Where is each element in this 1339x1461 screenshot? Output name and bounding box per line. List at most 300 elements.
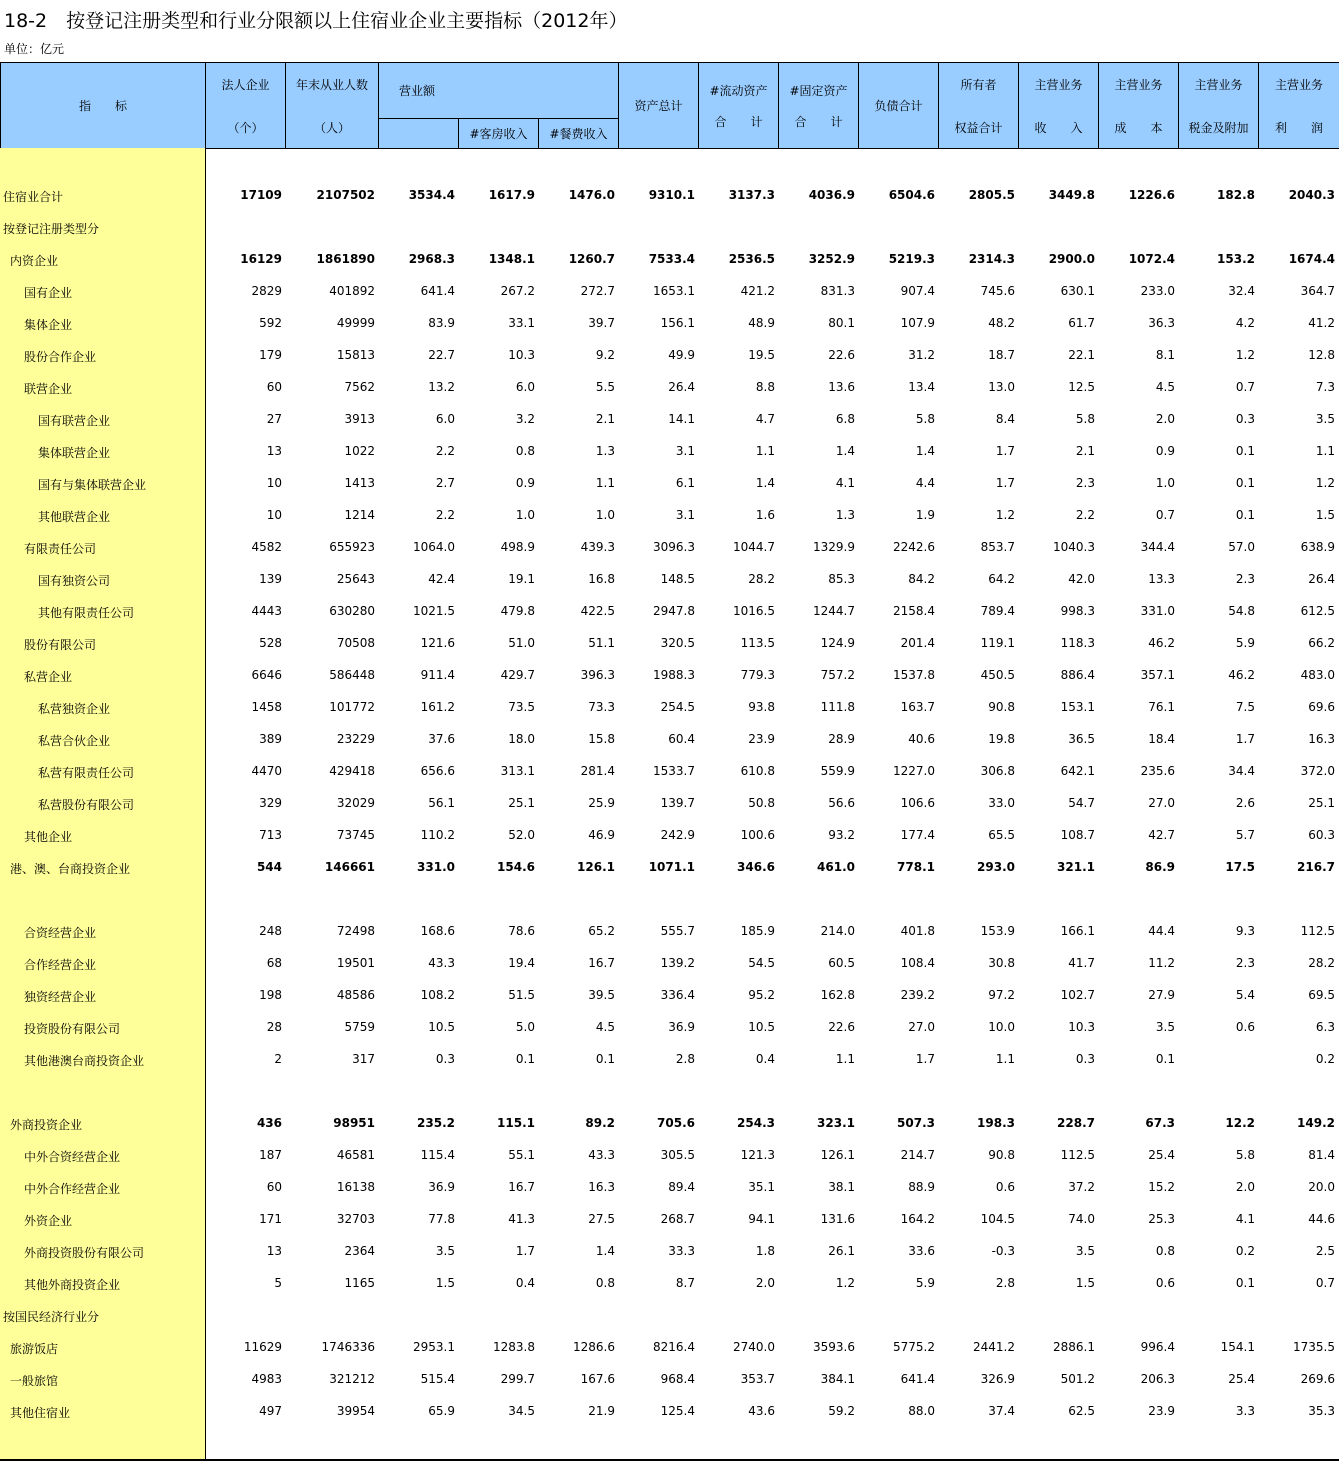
cell-value: 19.4 — [508, 956, 535, 970]
header-food-income: #餐费收入 — [539, 119, 619, 149]
row-label: 国有独资公司 — [38, 574, 111, 588]
header-main-income: 主营业务 收 入 — [1019, 63, 1099, 149]
cell-value: 48586 — [336, 988, 375, 1002]
cell-value: 18.0 — [508, 732, 535, 746]
cell-value: 320.5 — [660, 636, 695, 650]
cell-value: 2886.1 — [1053, 1340, 1095, 1354]
cell-value: 25.9 — [588, 796, 615, 810]
cell-value: 187 — [259, 1148, 282, 1162]
cell-value: 3534.4 — [408, 188, 455, 202]
cell-value: 23.9 — [1148, 1404, 1175, 1418]
cell-value: 907.4 — [900, 284, 935, 298]
cell-value: 429418 — [329, 764, 375, 778]
header-legal-entities: 法人企业 （个） — [206, 63, 286, 149]
cell-value: 214.7 — [900, 1148, 935, 1162]
table-row — [0, 1012, 1339, 1044]
cell-value: 1.3 — [835, 508, 855, 522]
cell-value: 357.1 — [1140, 668, 1175, 682]
cell-value: 436 — [256, 1116, 282, 1130]
cell-value: 185.9 — [740, 924, 775, 938]
cell-value: 77.8 — [428, 1212, 455, 1226]
cell-value: 156.1 — [660, 316, 695, 330]
cell-value: 235.6 — [1140, 764, 1175, 778]
cell-value: 0.3 — [1235, 412, 1255, 426]
table-row — [0, 212, 1339, 244]
cell-value: 50.8 — [748, 796, 775, 810]
header-employees: 年末从业人数 （人） — [286, 63, 379, 149]
table-row — [0, 276, 1339, 308]
cell-value: 148.5 — [660, 572, 695, 586]
cell-value: 422.5 — [580, 604, 615, 618]
cell-value: 630280 — [329, 604, 375, 618]
row-label: 私营企业 — [24, 670, 73, 684]
cell-value: 610.8 — [740, 764, 775, 778]
cell-value: 0.1 — [1155, 1052, 1175, 1066]
cell-value: 46581 — [336, 1148, 375, 1162]
cell-value: 544 — [256, 860, 282, 874]
cell-value: 139.2 — [660, 956, 695, 970]
cell-value: 51.0 — [508, 636, 535, 650]
cell-value: 1.1 — [595, 476, 615, 490]
cell-value: 789.4 — [980, 604, 1015, 618]
cell-value: 93.2 — [828, 828, 855, 842]
cell-value: 60.3 — [1308, 828, 1335, 842]
cell-value: 2314.3 — [968, 252, 1015, 266]
cell-value: 5.8 — [1075, 412, 1095, 426]
cell-value: 2.6 — [1235, 796, 1255, 810]
cell-value: 630.1 — [1060, 284, 1095, 298]
cell-value: 0.6 — [1155, 1276, 1175, 1290]
cell-value: 56.6 — [828, 796, 855, 810]
row-label: 住宿业合计 — [3, 190, 64, 204]
cell-value: 153.9 — [980, 924, 1015, 938]
cell-value: 16138 — [336, 1180, 375, 1194]
cell-value: 3.2 — [515, 412, 535, 426]
cell-value: 779.3 — [740, 668, 775, 682]
cell-value: 4.7 — [755, 412, 775, 426]
cell-value: 886.4 — [1060, 668, 1095, 682]
cell-value: 7562 — [344, 380, 375, 394]
cell-value: 9.3 — [1235, 924, 1255, 938]
cell-value: 313.1 — [500, 764, 535, 778]
cell-value: 43.6 — [748, 1404, 775, 1418]
cell-value: 2.8 — [675, 1052, 695, 1066]
cell-value: 16.8 — [588, 572, 615, 586]
cell-value: 126.1 — [577, 860, 615, 874]
cell-value: 13.4 — [908, 380, 935, 394]
header-current-assets: #流动资产 合 计 — [699, 63, 779, 149]
cell-value: 0.8 — [1155, 1244, 1175, 1258]
cell-value: 101772 — [329, 700, 375, 714]
cell-value: 0.1 — [1235, 476, 1255, 490]
cell-value: 153.1 — [1060, 700, 1095, 714]
header-liabilities: 负债合计 — [859, 63, 939, 149]
cell-value: 3252.9 — [808, 252, 855, 266]
cell-value: 90.8 — [988, 1148, 1015, 1162]
cell-value: 384.1 — [820, 1372, 855, 1386]
cell-value: 2441.2 — [973, 1340, 1015, 1354]
cell-value: 19501 — [336, 956, 375, 970]
cell-value: 35.3 — [1308, 1404, 1335, 1418]
cell-value: 1.1 — [1315, 444, 1335, 458]
page-title: 18-2 按登记注册类型和行业分限额以上住宿业企业主要指标（2012年） — [4, 10, 628, 32]
table-row — [0, 788, 1339, 820]
cell-value: 54.7 — [1068, 796, 1095, 810]
cell-value: 299.7 — [500, 1372, 535, 1386]
cell-value: 655923 — [329, 540, 375, 554]
cell-value: 54.5 — [748, 956, 775, 970]
cell-value: 66.2 — [1308, 636, 1335, 650]
cell-value: 34.4 — [1228, 764, 1255, 778]
cell-value: 5.8 — [915, 412, 935, 426]
cell-value: 88.0 — [908, 1404, 935, 1418]
cell-value: 2.7 — [435, 476, 455, 490]
cell-value: 6.0 — [515, 380, 535, 394]
cell-value: 0.4 — [755, 1052, 775, 1066]
cell-value: 41.2 — [1308, 316, 1335, 330]
cell-value: 69.6 — [1308, 700, 1335, 714]
cell-value: 74.0 — [1068, 1212, 1095, 1226]
cell-value: 235.2 — [417, 1116, 455, 1130]
cell-value: 154.1 — [1220, 1340, 1255, 1354]
cell-value: 108.2 — [420, 988, 455, 1002]
cell-value: 996.4 — [1140, 1340, 1175, 1354]
cell-value: 65.9 — [428, 1404, 455, 1418]
cell-value: 198.3 — [977, 1116, 1015, 1130]
table-row — [0, 468, 1339, 500]
cell-value: 55.1 — [508, 1148, 535, 1162]
cell-value: 28.2 — [1308, 956, 1335, 970]
cell-value: 331.0 — [417, 860, 455, 874]
cell-value: 42.7 — [1148, 828, 1175, 842]
cell-value: 153.2 — [1217, 252, 1255, 266]
cell-value: 353.7 — [740, 1372, 775, 1386]
cell-value: 81.4 — [1308, 1148, 1335, 1162]
cell-value: 41.7 — [1068, 956, 1095, 970]
table-row — [0, 884, 1339, 916]
row-label: 私营有限责任公司 — [38, 766, 135, 780]
cell-value: 5.7 — [1235, 828, 1255, 842]
cell-value: 1.9 — [915, 508, 935, 522]
table-row — [0, 180, 1339, 212]
cell-value: 110.2 — [420, 828, 455, 842]
table-header — [0, 62, 1339, 148]
cell-value: 0.1 — [1235, 1276, 1255, 1290]
row-label: 投资股份有限公司 — [24, 1022, 121, 1036]
cell-value: 1.2 — [835, 1276, 855, 1290]
cell-value: 125.4 — [660, 1404, 695, 1418]
cell-value: 89.4 — [668, 1180, 695, 1194]
cell-value: 95.2 — [748, 988, 775, 1002]
cell-value: 329 — [259, 796, 282, 810]
cell-value: 1348.1 — [488, 252, 535, 266]
cell-value: 3913 — [344, 412, 375, 426]
cell-value: 248 — [259, 924, 282, 938]
row-label: 旅游饭店 — [10, 1342, 59, 1356]
cell-value: 0.3 — [435, 1052, 455, 1066]
cell-value: 429.7 — [500, 668, 535, 682]
cell-value: 22.6 — [828, 1020, 855, 1034]
cell-value: 1617.9 — [488, 188, 535, 202]
cell-value: 1.7 — [515, 1244, 535, 1258]
cell-value: 57.0 — [1228, 540, 1255, 554]
table-row — [0, 820, 1339, 852]
cell-value: 48.9 — [748, 316, 775, 330]
cell-value: 33.3 — [668, 1244, 695, 1258]
cell-value: 364.7 — [1300, 284, 1335, 298]
cell-value: 1227.0 — [893, 764, 935, 778]
cell-value: 254.5 — [660, 700, 695, 714]
cell-value: 1329.9 — [813, 540, 855, 554]
cell-value: 1735.5 — [1293, 1340, 1335, 1354]
cell-value: 100.6 — [740, 828, 775, 842]
cell-value: 3.1 — [675, 508, 695, 522]
cell-value: 112.5 — [1060, 1148, 1095, 1162]
cell-value: 119.1 — [980, 636, 1015, 650]
cell-value: 1.7 — [995, 444, 1015, 458]
cell-value: 5 — [274, 1276, 282, 1290]
cell-value: 139 — [259, 572, 282, 586]
cell-value: 254.3 — [737, 1116, 775, 1130]
cell-value: 2.8 — [995, 1276, 1015, 1290]
cell-value: 592 — [259, 316, 282, 330]
cell-value: 853.7 — [980, 540, 1015, 554]
table-row — [0, 1332, 1339, 1364]
cell-value: 33.1 — [508, 316, 535, 330]
cell-value: 33.6 — [908, 1244, 935, 1258]
cell-value: 4.1 — [1235, 1212, 1255, 1226]
cell-value: 656.6 — [420, 764, 455, 778]
cell-value: 5.8 — [1235, 1148, 1255, 1162]
cell-value: 214.0 — [820, 924, 855, 938]
cell-value: 968.4 — [660, 1372, 695, 1386]
cell-value: 1244.7 — [813, 604, 855, 618]
cell-value: 13 — [266, 1244, 282, 1258]
cell-value: 0.1 — [1235, 508, 1255, 522]
cell-value: 2.2 — [435, 444, 455, 458]
cell-value: 113.5 — [740, 636, 775, 650]
cell-value: 3.5 — [1315, 412, 1335, 426]
cell-value: 0.9 — [515, 476, 535, 490]
cell-value: 139.7 — [660, 796, 695, 810]
cell-value: 1861890 — [316, 252, 375, 266]
row-label: 国有企业 — [24, 286, 73, 300]
cell-value: 3.5 — [1155, 1020, 1175, 1034]
cell-value: 1.4 — [755, 476, 775, 490]
cell-value: 13 — [266, 444, 282, 458]
cell-value: 93.8 — [748, 700, 775, 714]
cell-value: 23.9 — [748, 732, 775, 746]
cell-value: 3.3 — [1235, 1404, 1255, 1418]
cell-value: 0.2 — [1235, 1244, 1255, 1258]
cell-value: 1260.7 — [568, 252, 615, 266]
cell-value: 0.1 — [1235, 444, 1255, 458]
cell-value: 228.7 — [1057, 1116, 1095, 1130]
cell-value: 31.2 — [908, 348, 935, 362]
cell-value: 60 — [266, 1180, 282, 1194]
cell-value: 638.9 — [1300, 540, 1335, 554]
row-label: 外商投资企业 — [10, 1118, 83, 1132]
cell-value: 124.9 — [820, 636, 855, 650]
cell-value: 102.7 — [1060, 988, 1095, 1002]
cell-value: 3096.3 — [653, 540, 695, 554]
table-row — [0, 1236, 1339, 1268]
table-row — [0, 372, 1339, 404]
cell-value: 49.9 — [668, 348, 695, 362]
cell-value: 36.3 — [1148, 316, 1175, 330]
cell-value: 10.5 — [428, 1020, 455, 1034]
header-revenue: 营业额 — [379, 63, 619, 119]
table-row — [0, 1172, 1339, 1204]
cell-value: 9310.1 — [648, 188, 695, 202]
cell-value: 88.9 — [908, 1180, 935, 1194]
cell-value: 2242.6 — [893, 540, 935, 554]
cell-value: 76.1 — [1148, 700, 1175, 714]
cell-value: 179 — [259, 348, 282, 362]
cell-value: 2.0 — [1235, 1180, 1255, 1194]
cell-value: 5759 — [344, 1020, 375, 1034]
cell-value: 1286.6 — [573, 1340, 615, 1354]
cell-value: 1214 — [344, 508, 375, 522]
table-row — [0, 1364, 1339, 1396]
cell-value: 19.1 — [508, 572, 535, 586]
cell-value: 35.1 — [748, 1180, 775, 1194]
cell-value: 4.1 — [835, 476, 855, 490]
row-label: 按国民经济行业分 — [3, 1310, 100, 1324]
table-body — [0, 148, 1339, 1461]
cell-value: 36.5 — [1068, 732, 1095, 746]
cell-value: 281.4 — [580, 764, 615, 778]
cell-value: 5.9 — [1235, 636, 1255, 650]
cell-value: 162.8 — [820, 988, 855, 1002]
cell-value: 1674.4 — [1288, 252, 1335, 266]
table-row — [0, 1076, 1339, 1108]
cell-value: 60.5 — [828, 956, 855, 970]
cell-value: 421.2 — [740, 284, 775, 298]
row-label: 联营企业 — [24, 382, 73, 396]
cell-value: 641.4 — [900, 1372, 935, 1386]
cell-value: 0.3 — [1075, 1052, 1095, 1066]
table-row — [0, 1300, 1339, 1332]
cell-value: 1.1 — [755, 444, 775, 458]
cell-value: 15.8 — [588, 732, 615, 746]
cell-value: 39954 — [336, 1404, 375, 1418]
cell-value: 6646 — [251, 668, 282, 682]
cell-value: 1.0 — [515, 508, 535, 522]
cell-value: 15.2 — [1148, 1180, 1175, 1194]
cell-value: 198 — [259, 988, 282, 1002]
cell-value: 67.3 — [1145, 1116, 1175, 1130]
row-label: 外商投资股份有限公司 — [24, 1246, 145, 1260]
cell-value: 2829 — [251, 284, 282, 298]
cell-value: 612.5 — [1300, 604, 1335, 618]
cell-value: 22.7 — [428, 348, 455, 362]
cell-value: 56.1 — [428, 796, 455, 810]
cell-value: 4.5 — [595, 1020, 615, 1034]
header-room-income: #客房收入 — [459, 119, 539, 149]
row-label: 外资企业 — [24, 1214, 73, 1228]
table-row — [0, 980, 1339, 1012]
row-label: 其他联营企业 — [38, 510, 111, 524]
cell-value: 25.1 — [508, 796, 535, 810]
cell-value: 2107502 — [316, 188, 375, 202]
header-main-tax: 主营业务 税金及附加 — [1179, 63, 1259, 149]
cell-value: 2364 — [344, 1244, 375, 1258]
cell-value: 18.4 — [1148, 732, 1175, 746]
table-row — [0, 532, 1339, 564]
cell-value: 326.9 — [980, 1372, 1015, 1386]
cell-value: 1040.3 — [1053, 540, 1095, 554]
cell-value: 28.2 — [748, 572, 775, 586]
cell-value: 6.1 — [675, 476, 695, 490]
cell-value: 39.5 — [588, 988, 615, 1002]
cell-value: 4470 — [251, 764, 282, 778]
table-row — [0, 628, 1339, 660]
cell-value: 33.0 — [988, 796, 1015, 810]
cell-value: 61.7 — [1068, 316, 1095, 330]
cell-value: 7.3 — [1315, 380, 1335, 394]
row-label: 有限责任公司 — [24, 542, 97, 556]
cell-value: 1746336 — [321, 1340, 375, 1354]
cell-value: 8.1 — [1155, 348, 1175, 362]
cell-value: 501.2 — [1060, 1372, 1095, 1386]
header-owners-equity: 所有者 权益合计 — [939, 63, 1019, 149]
row-label: 合资经营企业 — [24, 926, 97, 940]
header-indicator: 指 标 — [1, 63, 206, 149]
cell-value: 13.3 — [1148, 572, 1175, 586]
cell-value: 305.5 — [660, 1148, 695, 1162]
cell-value: 13.2 — [428, 380, 455, 394]
cell-value: 78.6 — [508, 924, 535, 938]
table-row — [0, 660, 1339, 692]
cell-value: 2805.5 — [968, 188, 1015, 202]
row-label: 国有联营企业 — [38, 414, 111, 428]
cell-value: 4.5 — [1155, 380, 1175, 394]
cell-value: 515.4 — [420, 1372, 455, 1386]
row-label: 其他外商投资企业 — [24, 1278, 121, 1292]
cell-value: 27.9 — [1148, 988, 1175, 1002]
cell-value: 293.0 — [977, 860, 1015, 874]
cell-value: 269.6 — [1300, 1372, 1335, 1386]
cell-value: 10 — [266, 476, 282, 490]
cell-value: 121.3 — [740, 1148, 775, 1162]
header-total-assets: 资产总计 — [619, 63, 699, 149]
cell-value: 89.2 — [585, 1116, 615, 1130]
cell-value: 3.5 — [435, 1244, 455, 1258]
cell-value: 104.5 — [980, 1212, 1015, 1226]
row-label: 股份有限公司 — [24, 638, 97, 652]
cell-value: 62.5 — [1068, 1404, 1095, 1418]
cell-value: 112.5 — [1300, 924, 1335, 938]
header-main-cost: 主营业务 成 本 — [1099, 63, 1179, 149]
cell-value: 1476.0 — [568, 188, 615, 202]
cell-value: 118.3 — [1060, 636, 1095, 650]
cell-value: 323.1 — [817, 1116, 855, 1130]
cell-value: 0.6 — [1235, 1020, 1255, 1034]
cell-value: 3.1 — [675, 444, 695, 458]
table-row — [0, 724, 1339, 756]
table-row — [0, 1396, 1339, 1428]
cell-value: 1.1 — [995, 1052, 1015, 1066]
cell-value: 389 — [259, 732, 282, 746]
table-row — [0, 852, 1339, 884]
cell-value: 52.0 — [508, 828, 535, 842]
cell-value: 1.7 — [995, 476, 1015, 490]
cell-value: 1.8 — [755, 1244, 775, 1258]
cell-value: 321212 — [329, 1372, 375, 1386]
cell-value: 11.2 — [1148, 956, 1175, 970]
cell-value: 1.4 — [835, 444, 855, 458]
